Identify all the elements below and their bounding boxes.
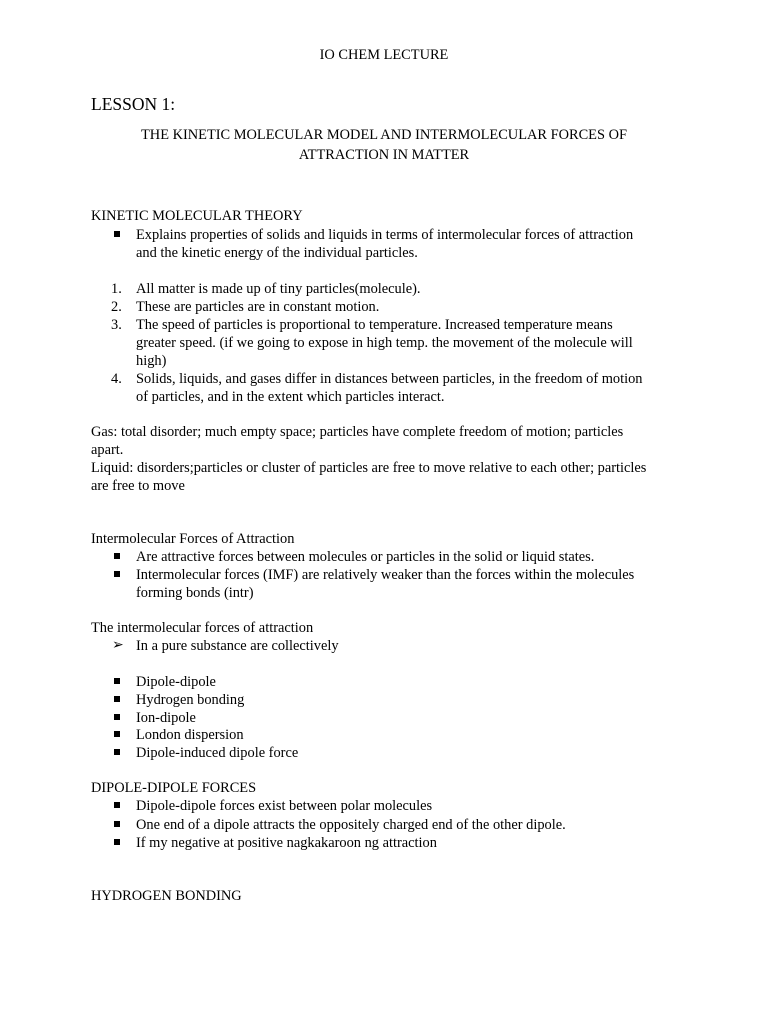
list-number: 2.: [111, 299, 122, 315]
kmt-item3-line2: greater speed. (if we going to expose in high temp. the movement of the molecule will: [136, 335, 633, 351]
imf-bullet2-line2: forming bonds (intr): [136, 585, 254, 601]
dipole-bullet: One end of a dipole attracts the oppositely charged end of the other dipole.: [136, 817, 566, 833]
kmt-bullet1-line2: and the kinetic energy of the individual particles.: [136, 245, 418, 261]
gas-line1: Gas: total disorder; much empty space; particles have complete freedom of motion; particles: [91, 424, 624, 440]
kmt-item1-line1: All matter is made up of tiny particles(molecule).: [136, 281, 421, 297]
kmt-item3-line1: The speed of particles is proportional to temperature. Increased temperature means: [136, 317, 613, 333]
square-bullet-icon: [114, 553, 120, 559]
kmt-bullet1-line1: Explains properties of solids and liquids in terms of intermolecular forces of attraction: [136, 227, 634, 243]
imf-bullet2-line1: Intermolecular forces (IMF) are relatively weaker than the forces within the molecules: [136, 567, 635, 583]
lesson-title-line2: ATTRACTION IN MATTER: [298, 147, 470, 163]
imf-bullet1: Are attractive forces between molecules or particles in the solid or liquid states.: [136, 549, 595, 565]
liquid-line2: are free to move: [91, 478, 185, 494]
square-bullet-icon: [114, 678, 120, 684]
imf-types-arrow-item: In a pure substance are collectively: [136, 638, 339, 654]
imf-type-item: London dispersion: [136, 727, 244, 743]
imf-type-item: Ion-dipole: [136, 710, 196, 726]
document-title: IO CHEM LECTURE: [319, 47, 449, 63]
dipole-heading: DIPOLE-DIPOLE FORCES: [91, 780, 257, 796]
square-bullet-icon: [114, 731, 120, 737]
square-bullet-icon: [114, 749, 120, 755]
list-number: 4.: [111, 371, 122, 387]
dipole-bullet: Dipole-dipole forces exist between polar molecules: [136, 798, 433, 814]
imf-type-item: Dipole-induced dipole force: [136, 745, 299, 761]
kmt-heading: KINETIC MOLECULAR THEORY: [91, 208, 303, 224]
lesson-label: LESSON 1:: [91, 94, 176, 114]
square-bullet-icon: [114, 696, 120, 702]
hbond-heading: HYDROGEN BONDING: [91, 888, 242, 904]
square-bullet-icon: [114, 821, 120, 827]
square-bullet-icon: [114, 714, 120, 720]
square-bullet-icon: [114, 231, 120, 237]
arrow-bullet-icon: ➢: [112, 638, 124, 653]
kmt-item4-line2: of particles, and in the extent which particles interact.: [136, 389, 445, 405]
kmt-item2-line1: These are particles are in constant motion.: [136, 299, 380, 315]
imf-heading: Intermolecular Forces of Attraction: [91, 531, 295, 547]
imf-type-item: Dipole-dipole: [136, 674, 216, 690]
imf-types-heading: The intermolecular forces of attraction: [91, 620, 314, 636]
imf-type-item: Hydrogen bonding: [136, 692, 245, 708]
list-number: 1.: [111, 281, 122, 297]
list-number: 3.: [111, 317, 122, 333]
lesson-title-line1: THE KINETIC MOLECULAR MODEL AND INTERMOLECULAR FORCES OF: [141, 127, 627, 143]
dipole-bullet: If my negative at positive nagkakaroon ng attraction: [136, 835, 437, 851]
kmt-item4-line1: Solids, liquids, and gases differ in distances between particles, in the freedom of motion: [136, 371, 643, 387]
square-bullet-icon: [114, 802, 120, 808]
liquid-line1: Liquid: disorders;particles or cluster of particles are free to move relative to each other; particles: [91, 460, 647, 476]
square-bullet-icon: [114, 571, 120, 577]
square-bullet-icon: [114, 839, 120, 845]
gas-line2: apart.: [91, 442, 124, 458]
kmt-item3-line3: high): [136, 353, 167, 369]
